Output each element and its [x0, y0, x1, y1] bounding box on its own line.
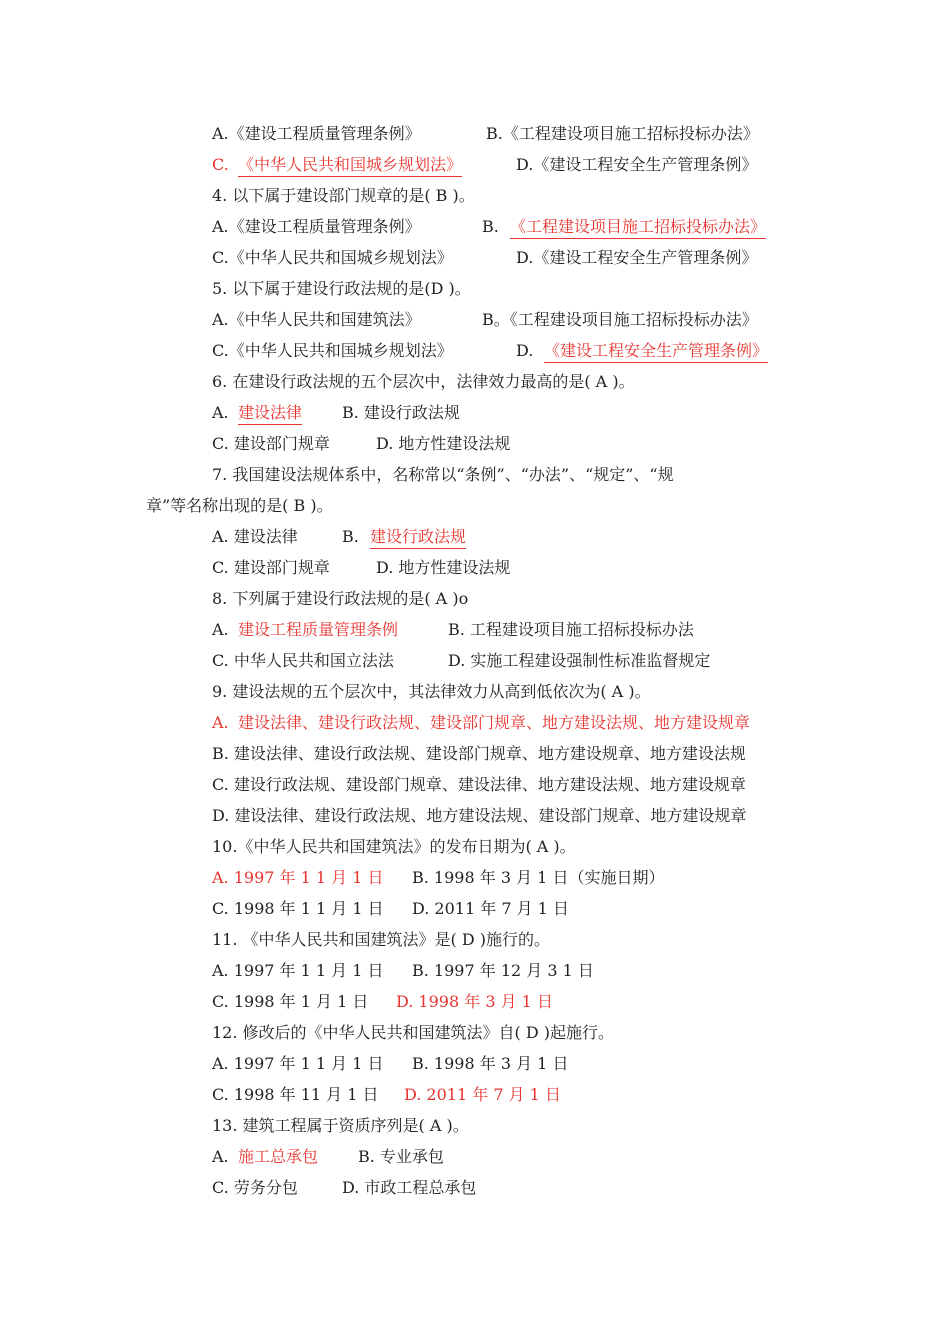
question-text: C. 1998 年 1 月 1 日	[212, 992, 369, 1011]
text-line	[0, 465, 950, 487]
text-line	[0, 372, 950, 394]
question-text: B. 专业承包	[358, 1147, 444, 1166]
text-line	[0, 930, 950, 952]
question-text: D.《建设工程安全生产管理条例》	[516, 155, 758, 174]
question-text: A. 建设法律	[212, 527, 298, 546]
question-text: B. 建设法律、建设行政法规、建设部门规章、地方建设规章、地方建设法规	[212, 744, 746, 763]
question-text: 9. 建设法规的五个层次中，其法律效力从高到低依次为( A )。	[212, 682, 651, 701]
question-text: A. 1997 年 1 1 月 1 日	[212, 961, 384, 980]
text-line	[0, 155, 950, 177]
question-text: 12. 修改后的《中华人民共和国建筑法》自( D )起施行。	[212, 1023, 615, 1042]
answer-text: 建设法律、建设行政法规、建设部门规章、地方建设法规、地方建设规章	[238, 713, 751, 732]
question-text: A. 1997 年 1 1 月 1 日	[212, 1054, 384, 1073]
question-text: B. 1998 年 3 月 1 日	[412, 1054, 569, 1073]
question-text: C. 建设部门规章	[212, 558, 330, 577]
answer-text: 建设行政法规	[370, 527, 466, 549]
text-line	[0, 1178, 950, 1200]
answer-text: 建设工程质量管理条例	[238, 620, 399, 639]
question-text: D.	[516, 341, 534, 360]
text-line	[0, 1147, 950, 1169]
answer-text: 《中华人民共和国城乡规划法》	[238, 155, 462, 177]
question-text: A.《中华人民共和国建筑法》	[212, 310, 421, 329]
text-line	[0, 434, 950, 456]
question-text: C.《中华人民共和国城乡规划法》	[212, 341, 453, 360]
question-text: 6. 在建设行政法规的五个层次中，法律效力最高的是( A )。	[212, 372, 635, 391]
question-text: 5. 以下属于建设行政法规的是(D )。	[212, 279, 471, 298]
question-text: C. 建设行政法规、建设部门规章、建设法律、地方建设法规、地方建设规章	[212, 775, 746, 794]
question-text: A.	[212, 1147, 229, 1166]
text-line	[0, 496, 950, 518]
question-text: C.《中华人民共和国城乡规划法》	[212, 248, 453, 267]
question-text: 4. 以下属于建设部门规章的是( B )。	[212, 186, 475, 205]
question-text: 8. 下列属于建设行政法规的是( A )o	[212, 589, 469, 608]
text-line	[0, 837, 950, 859]
question-text: D. 实施工程建设强制性标准监督规定	[448, 651, 711, 670]
question-text: B. 1997 年 12 月 3 1 日	[412, 961, 594, 980]
text-line	[0, 620, 950, 642]
question-text: D. 建设法律、建设行政法规、地方建设法规、建设部门规章、地方建设规章	[212, 806, 747, 825]
question-text: C. 劳务分包	[212, 1178, 298, 1197]
text-line	[0, 527, 950, 549]
question-text: B.	[482, 217, 499, 236]
question-text: A.	[212, 403, 229, 422]
text-line	[0, 186, 950, 208]
question-text: D. 地方性建设法规	[376, 558, 511, 577]
question-text: B.《工程建设项目施工招标投标办法》	[486, 124, 759, 143]
text-line	[0, 868, 950, 890]
question-text: 7. 我国建设法规体系中，名称常以“条例”、“办法”、“规定”、“规	[212, 465, 674, 484]
text-line	[0, 279, 950, 301]
question-text: A.《建设工程质量管理条例》	[212, 217, 421, 236]
question-text: A.	[212, 620, 229, 639]
text-line	[0, 744, 950, 766]
question-text: 13. 建筑工程属于资质序列是( A )。	[212, 1116, 469, 1135]
text-line	[0, 310, 950, 332]
text-line	[0, 558, 950, 580]
text-line	[0, 682, 950, 704]
question-text: 章”等名称出现的是( B )。	[146, 496, 333, 515]
question-text: C. 建设部门规章	[212, 434, 330, 453]
text-line	[0, 651, 950, 673]
text-line	[0, 403, 950, 425]
question-text: D. 市政工程总承包	[342, 1178, 477, 1197]
question-text: D. 地方性建设法规	[376, 434, 511, 453]
text-line	[0, 713, 950, 735]
question-text: B. 1998 年 3 月 1 日（实施日期）	[412, 868, 665, 887]
question-text: 11. 《中华人民共和国建筑法》是( D )施行的。	[212, 930, 551, 949]
question-text: D.《建设工程安全生产管理条例》	[516, 248, 758, 267]
text-line	[0, 248, 950, 270]
question-text: D. 2011 年 7 月 1 日	[412, 899, 569, 918]
question-text: A.《建设工程质量管理条例》	[212, 124, 421, 143]
answer-text: C.	[212, 155, 229, 174]
text-line	[0, 775, 950, 797]
text-line	[0, 1085, 950, 1107]
text-line	[0, 341, 950, 363]
answer-text: A. 1997 年 1 1 月 1 日	[212, 868, 384, 887]
answer-text: 施工总承包	[238, 1147, 319, 1166]
answer-text: D. 2011 年 7 月 1 日	[404, 1085, 561, 1104]
text-line	[0, 1023, 950, 1045]
question-text: B. 建设行政法规	[342, 403, 460, 422]
question-text: B。《工程建设项目施工招标投标办法》	[482, 310, 758, 329]
text-line	[0, 124, 950, 146]
text-line	[0, 961, 950, 983]
question-text: 10.《中华人民共和国建筑法》的发布日期为( A )。	[212, 837, 576, 856]
text-line	[0, 589, 950, 611]
text-line	[0, 992, 950, 1014]
text-line	[0, 899, 950, 921]
answer-text: 《建设工程安全生产管理条例》	[544, 341, 768, 363]
answer-text: 《工程建设项目施工招标投标办法》	[510, 217, 766, 239]
answer-text: D. 1998 年 3 月 1 日	[396, 992, 553, 1011]
text-line	[0, 806, 950, 828]
question-text: C. 中华人民共和国立法法	[212, 651, 394, 670]
answer-text: A.	[212, 713, 229, 732]
text-line	[0, 217, 950, 239]
text-line	[0, 1054, 950, 1076]
question-text: B.	[342, 527, 359, 546]
answer-text: 建设法律	[238, 403, 302, 425]
question-text: B. 工程建设项目施工招标投标办法	[448, 620, 694, 639]
question-text: C. 1998 年 1 1 月 1 日	[212, 899, 384, 918]
text-line	[0, 1116, 950, 1138]
question-text: C. 1998 年 11 月 1 日	[212, 1085, 379, 1104]
